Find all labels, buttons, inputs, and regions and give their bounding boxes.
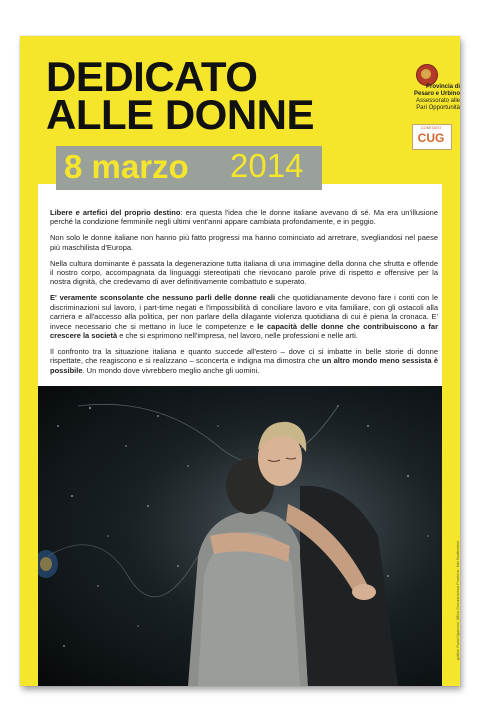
paragraph-4-text-2: e che si esprimono nell'impresa, nel lavoro, nelle professioni e nelle arti. [117,330,358,340]
paragraph-2: Non solo le donne italiane non hanno più fatto progressi ma hanno cominciato ad arretrare, svegliandosi nel paese più maschilista d'Europa. [50,233,438,252]
paragraph-1-bold: Libere e artefici del proprio destino [50,208,181,217]
paragraph-3: Nella cultura dominante è passata la degenerazione tutta italiana di una immagine della donna che sfrutta e offende il nostro corpo, accompagnata da linguaggi stereotipati che rievocano parole prive di rispetto e offensive per la nostra dignità, che credevamo di aver definitivamente combattuto e superato. [50,258,438,287]
paragraph-5-text-1: Il confronto tra la situazione italiana e quanto succede all'estero – dove ci si imbatte in belle storie di donne rispettate, che reagiscono e si realizzano – sconcerta e indigna ma dimostra che [50,346,438,366]
paragraph-5-text-2: . Un mondo dove vivrebbero meglio anche gli uomini. [82,365,260,375]
paragraph-1-text: : era questa l'idea che le donne italiane avevano di sé. Ma era un'illusione perché la condizione femminile negli ultimi vent'anni appare cambiata profondamente, e in peggio. [50,208,438,227]
yellow-left-border [20,184,38,494]
cug-logo-label: COMITATO [420,125,442,130]
date-day-month: 8 marzo [64,148,189,185]
embrace-photo-illustration [38,386,442,686]
province-name-line2: Pesaro e Urbino [413,91,460,97]
title-line-1: DEDICATO [46,53,258,100]
paragraph-1 [50,208,438,227]
body-text [50,208,438,382]
cug-logo-text: CUG [417,131,445,145]
province-sub-line2: Pari Opportunità [416,105,460,111]
date-year: 2014 [230,147,304,184]
paragraph-5 [50,347,438,375]
embrace-photo [38,386,442,686]
title-line-2: ALLE DONNE [46,91,314,138]
poster-title [46,53,314,138]
province-name-line1: Provincia di [425,84,460,90]
paragraph-4-bold-1: E' veramente sconsolante che nessuno parli delle donne reali [50,293,276,303]
paragraph-4 [50,293,438,340]
paragraph-4-text-1: che quotidianamente devono fare i conti con le discriminazioni sul lavoro, i part-time negati e l'impossibilità di conciliare lavoro e vita familiare, con gli ostacoli alla carriera e all'accesso alla politica, per non parlare della dilagante violenza quotidiana di cui è piena la cronaca. E' invece necessario che si mettano in luce le competenze e [50,293,438,331]
province-sub-line1: Assessorato alle [415,98,460,104]
paragraph-5-bold: un altro mondo meno sessista è possibile [50,356,438,375]
photo-credit: grafica: Paola Uguccioni, Ufficio Comunicazione Provincia · foto Shutterstock [456,540,460,660]
province-crest-inner-icon [421,69,431,79]
paragraph-4-bold-2: le capacità delle donne che contribuiscono a far crescere la società [50,321,438,340]
province-logo-text [390,84,460,112]
yellow-right-border [442,184,460,494]
